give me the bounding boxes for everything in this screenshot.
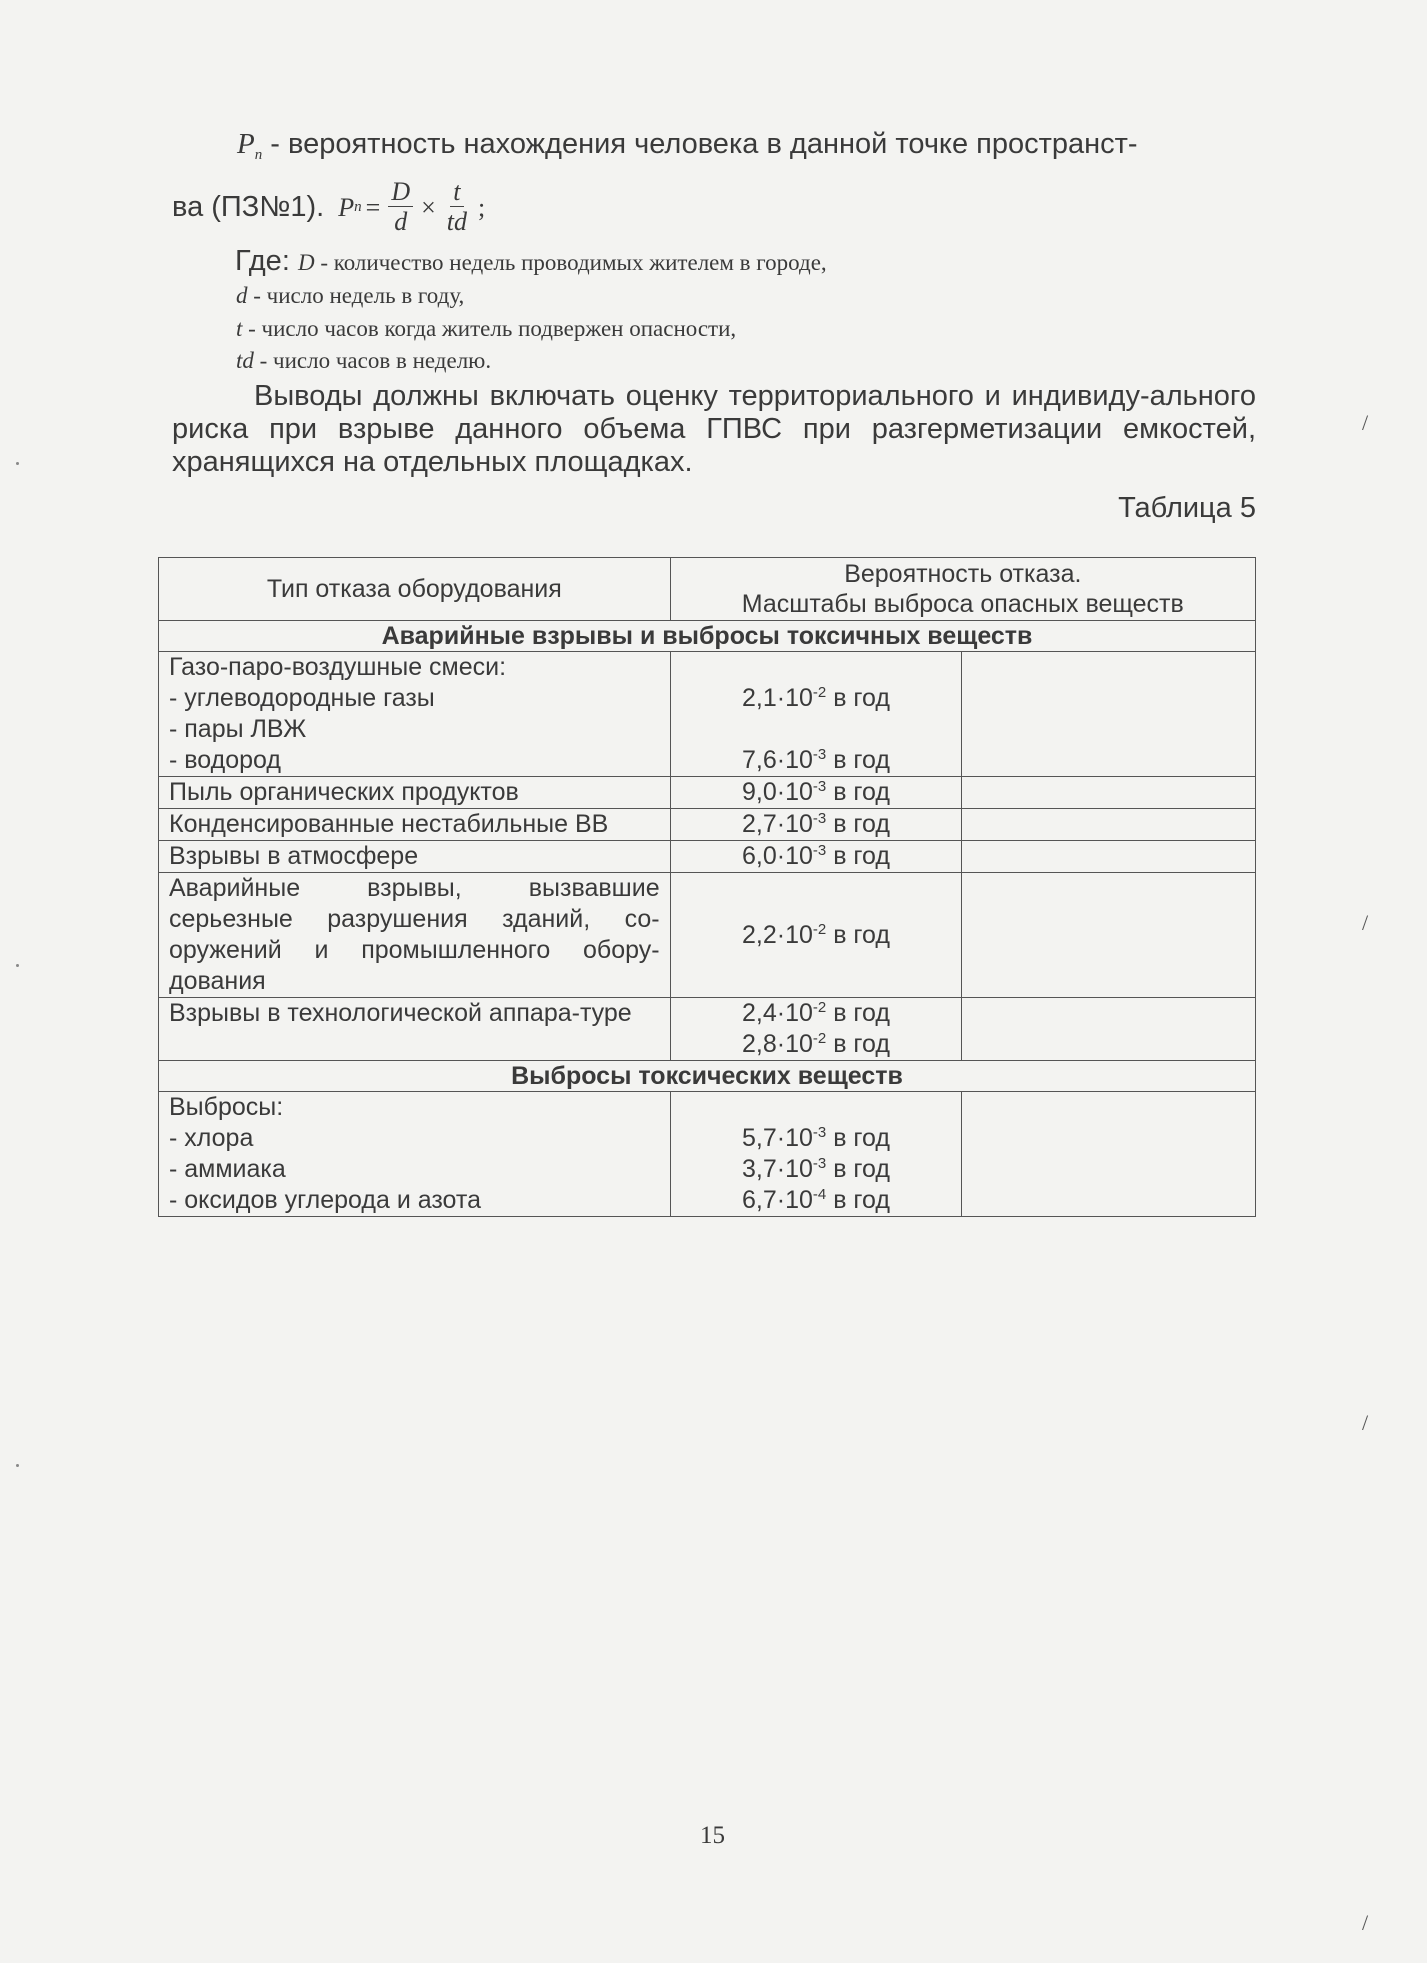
table-row xyxy=(159,841,1256,873)
table-row xyxy=(159,1092,1256,1217)
scan-dot xyxy=(16,462,19,465)
table-row xyxy=(159,873,1256,998)
section-row xyxy=(159,621,1256,652)
row-extra xyxy=(962,809,1256,841)
var-p-sub: п xyxy=(254,147,263,163)
margin-mark: / xyxy=(1362,410,1369,435)
formula-eq: = xyxy=(365,192,381,222)
var-p: P xyxy=(237,128,255,160)
row-extra xyxy=(962,652,1256,777)
table-header-row xyxy=(159,558,1256,621)
failure-probability-table xyxy=(158,557,1256,1217)
margin-mark: / xyxy=(1362,910,1369,935)
row-type: Выбросы: - хлора - аммиака - оксидов углерода и азота xyxy=(159,1092,671,1217)
row-value: $2,4\cdot 10^{-2}$ в год $2,8\cdot 10^{-2}$ в год xyxy=(670,998,962,1061)
conclusion-paragraph: Выводы должны включать оценку территориального и индивиду-ального риска при взрыве данного объема ГПВС при разгерметизации емкостей, хранящихся на отдельных площадках. xyxy=(172,380,1256,478)
margin-mark: / xyxy=(1362,1410,1369,1435)
formula-end: ; xyxy=(478,192,486,222)
row-type: Взрывы в атмосфере xyxy=(159,841,671,873)
fraction-1-num: D xyxy=(388,178,413,207)
row-extra xyxy=(962,777,1256,809)
row-value: $2,7\cdot 10^{-3}$ в год xyxy=(670,809,962,841)
row-extra xyxy=(962,873,1256,998)
section-toxic: Выбросы токсических веществ xyxy=(159,1061,1256,1092)
intro-text-1: - вероятность нахождения человека в данной точке пространст- xyxy=(262,128,1138,160)
where-line xyxy=(235,245,827,278)
fraction-2 xyxy=(444,178,470,237)
row-extra xyxy=(962,998,1256,1061)
row-extra xyxy=(962,1092,1256,1217)
table-row xyxy=(159,777,1256,809)
intro-line-1 xyxy=(237,128,1138,164)
intro-text-2: ва (ПЗ№1). xyxy=(172,191,325,223)
table-row xyxy=(159,652,1256,777)
row-type: Пыль органических продуктов xyxy=(159,777,671,809)
margin-mark: / xyxy=(1362,1910,1369,1935)
fraction-2-den: td xyxy=(446,207,467,236)
header-probability: Вероятность отказа. Масштабы выброса опасных веществ xyxy=(670,558,1255,621)
section-accidents: Аварийные взрывы и выбросы токсичных веществ xyxy=(159,621,1256,652)
row-value: $5,7\cdot 10^{-3}$ в год $3,7\cdot 10^{-3}$ в год $6,7\cdot 10^{-4}$ в год xyxy=(670,1092,962,1217)
header-failure-type: Тип отказа оборудования xyxy=(159,558,671,621)
def-3: td - число часов в неделю. xyxy=(236,348,492,373)
row-type: Конденсированные нестабильные ВВ xyxy=(159,809,671,841)
fraction-1 xyxy=(388,178,413,237)
row-extra xyxy=(962,841,1256,873)
fraction-2-num: t xyxy=(450,178,463,207)
formula-lhs: P xyxy=(338,192,355,222)
page-number: 15 xyxy=(700,1822,725,1849)
fraction-1-den: d xyxy=(394,207,408,236)
row-type: Взрывы в технологической аппара-туре xyxy=(159,998,671,1061)
table-row xyxy=(159,998,1256,1061)
def-0: D - количество недель проводимых жителем в городе, xyxy=(297,250,827,275)
def-2: t - число часов когда житель подвержен опасности, xyxy=(236,316,737,341)
section-row xyxy=(159,1061,1256,1092)
table-row xyxy=(159,809,1256,841)
row-value: $2,2\cdot 10^{-2}$ в год xyxy=(670,873,962,998)
formula-times: × xyxy=(421,192,436,222)
probability-formula xyxy=(338,178,485,237)
table-label: Таблица 5 xyxy=(1118,492,1256,524)
row-type: Аварийные взрывы, вызвавшие серьезные разрушения зданий, со-оружений и промышленного обору-дования xyxy=(159,873,671,998)
row-value: $6,0\cdot 10^{-3}$ в год xyxy=(670,841,962,873)
row-type: Газо-паро-воздушные смеси: - углеводородные газы - пары ЛВЖ - водород xyxy=(159,652,671,777)
def-1: d - число недель в году, xyxy=(236,283,465,308)
scan-dot xyxy=(16,964,19,967)
intro-line-2 xyxy=(172,178,485,237)
where-label: Где: xyxy=(235,245,290,277)
row-value: $2,1\cdot 10^{-2}$ в год $7,6\cdot 10^{-3}$ в год xyxy=(670,652,962,777)
formula-lhs-sub: п xyxy=(354,199,362,215)
row-value: $9,0\cdot 10^{-3}$ в год xyxy=(670,777,962,809)
scan-dot xyxy=(16,1464,19,1467)
